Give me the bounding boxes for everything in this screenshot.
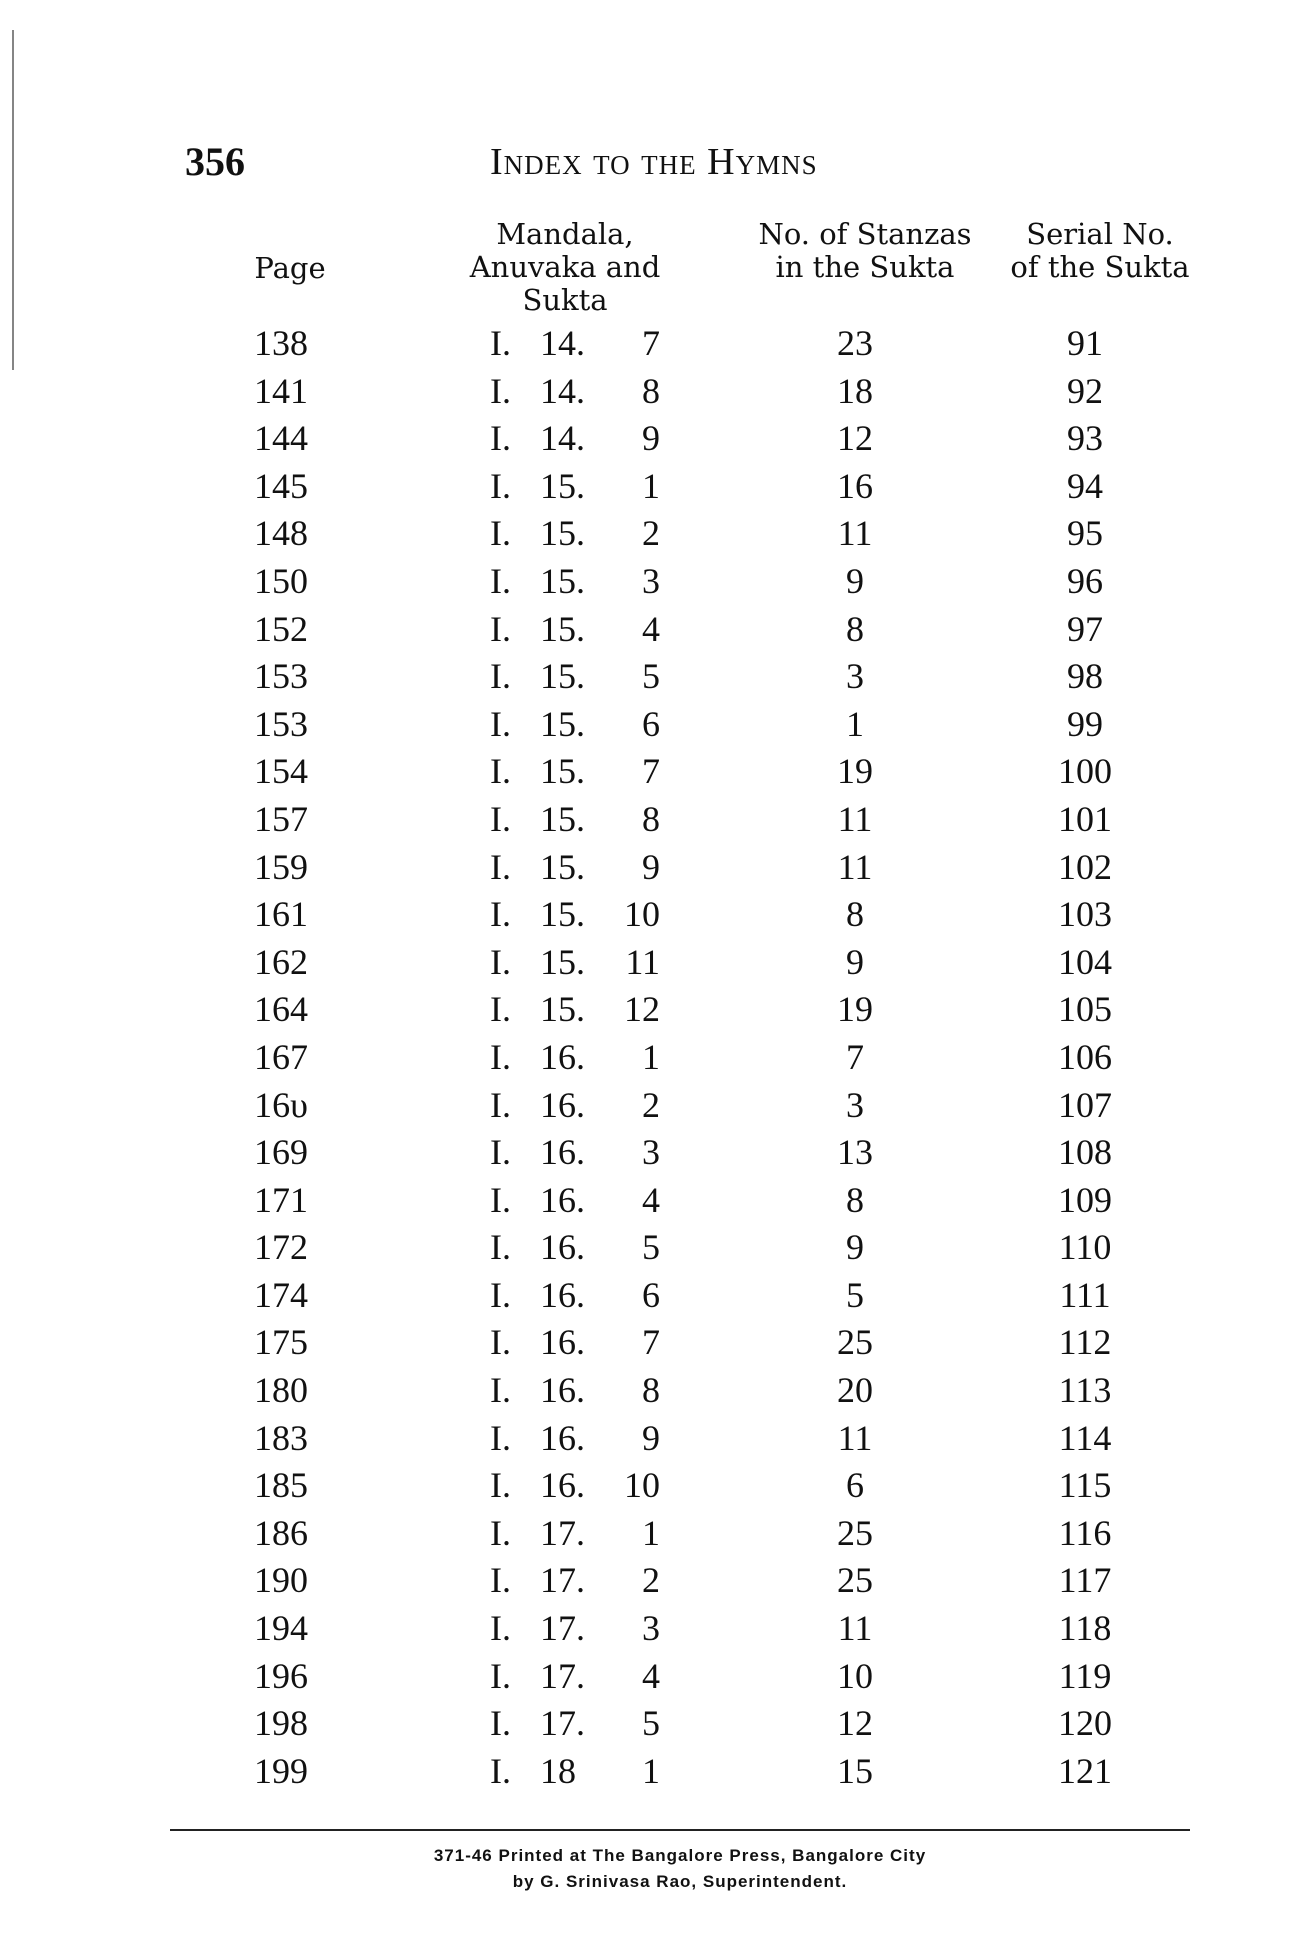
row-mandala: I. <box>490 1655 511 1696</box>
row-anuvaka: 14. <box>540 370 585 411</box>
row-serial: 95 <box>1067 513 1103 554</box>
row-serial: 103 <box>1058 894 1112 935</box>
row-mandala: I. <box>490 1465 511 1506</box>
row-serial: 91 <box>1067 323 1103 363</box>
table-row <box>0 1319 1298 1367</box>
row-page: 183 <box>254 1417 308 1458</box>
row-mandala: I. <box>490 608 511 649</box>
row-stanzas: 9 <box>846 941 864 982</box>
table-row <box>0 701 1298 749</box>
row-mandala: I. <box>490 798 511 839</box>
row-anuvaka: 17. <box>540 1560 585 1601</box>
row-stanzas: 19 <box>837 989 873 1030</box>
row-anuvaka: 16. <box>540 1370 585 1411</box>
row-serial: 108 <box>1058 1132 1112 1173</box>
row-serial: 114 <box>1058 1417 1112 1458</box>
row-page: 159 <box>254 846 308 887</box>
row-anuvaka: 15. <box>540 703 585 744</box>
row-mandala: I. <box>490 323 511 363</box>
table-row <box>0 1605 1298 1653</box>
column-header-mandala: Mandala, Anuvaka and Sukta <box>469 217 661 317</box>
row-serial: 93 <box>1067 418 1103 459</box>
table-row <box>0 1653 1298 1701</box>
row-serial: 109 <box>1058 1179 1112 1220</box>
row-anuvaka: 15. <box>540 513 585 554</box>
row-mandala: I. <box>490 1036 511 1077</box>
row-anuvaka: 17. <box>540 1512 585 1553</box>
table-row <box>0 1224 1298 1272</box>
row-sukta: 1 <box>642 465 660 506</box>
footer-rule <box>170 1829 1190 1831</box>
row-serial: 101 <box>1058 798 1112 839</box>
row-serial: 111 <box>1059 1274 1111 1315</box>
row-page: 199 <box>254 1750 308 1791</box>
row-serial: 100 <box>1058 751 1112 792</box>
row-stanzas: 7 <box>846 1036 864 1077</box>
row-stanzas: 11 <box>837 798 873 839</box>
table-row <box>0 1557 1298 1605</box>
row-mandala: I. <box>490 846 511 887</box>
row-stanzas: 3 <box>846 656 864 697</box>
row-stanzas: 3 <box>846 1084 864 1125</box>
row-stanzas: 18 <box>837 370 873 411</box>
row-stanzas: 6 <box>846 1465 864 1506</box>
row-sukta: 6 <box>642 1274 660 1315</box>
row-mandala: I. <box>490 560 511 601</box>
row-sukta: 11 <box>625 941 660 982</box>
row-page: 150 <box>254 560 308 601</box>
row-page: 169 <box>254 1132 308 1173</box>
row-page: 157 <box>254 798 308 839</box>
row-mandala: I. <box>490 1227 511 1268</box>
row-mandala: I. <box>490 1512 511 1553</box>
row-page: 171 <box>254 1179 308 1220</box>
table-row <box>0 1700 1298 1748</box>
row-anuvaka: 14. <box>540 418 585 459</box>
row-serial: 121 <box>1058 1750 1112 1791</box>
table-row <box>0 1082 1298 1130</box>
row-page: 16υ <box>254 1084 308 1125</box>
table-row <box>0 463 1298 511</box>
row-anuvaka: 15. <box>540 465 585 506</box>
row-page: 144 <box>254 418 308 459</box>
table-row <box>0 891 1298 939</box>
row-page: 148 <box>254 513 308 554</box>
row-page: 145 <box>254 465 308 506</box>
table-row <box>0 1034 1298 1082</box>
column-header-page: Page <box>254 251 326 285</box>
row-mandala: I. <box>490 1322 511 1363</box>
row-mandala: I. <box>490 941 511 982</box>
row-page: 175 <box>254 1322 308 1363</box>
row-serial: 99 <box>1067 703 1103 744</box>
row-sukta: 3 <box>642 560 660 601</box>
row-stanzas: 9 <box>846 1227 864 1268</box>
table-row <box>0 1129 1298 1177</box>
row-stanzas: 11 <box>837 1417 873 1458</box>
table-row <box>0 510 1298 558</box>
row-anuvaka: 16. <box>540 1132 585 1173</box>
row-sukta: 9 <box>642 846 660 887</box>
row-anuvaka: 16. <box>540 1322 585 1363</box>
row-anuvaka: 15. <box>540 751 585 792</box>
column-header-stanzas: No. of Stanzas in the Sukta <box>758 217 972 284</box>
row-sukta: 12 <box>624 989 660 1030</box>
table-row <box>0 653 1298 701</box>
row-anuvaka: 16. <box>540 1274 585 1315</box>
row-page: 186 <box>254 1512 308 1553</box>
row-serial: 115 <box>1058 1465 1112 1506</box>
table-row <box>0 606 1298 654</box>
row-page: 138 <box>254 323 308 363</box>
page-number: 356 <box>185 139 245 184</box>
row-page: 167 <box>254 1036 308 1077</box>
table-row <box>0 415 1298 463</box>
row-anuvaka: 16. <box>540 1084 585 1125</box>
hymn-index-table <box>0 320 1298 1795</box>
row-stanzas: 8 <box>846 894 864 935</box>
row-sukta: 4 <box>642 1179 660 1220</box>
row-sukta: 2 <box>642 1084 660 1125</box>
row-serial: 110 <box>1058 1227 1112 1268</box>
row-anuvaka: 16. <box>540 1036 585 1077</box>
row-sukta: 3 <box>642 1608 660 1649</box>
table-row <box>0 748 1298 796</box>
row-stanzas: 1 <box>846 703 864 744</box>
table-row <box>0 844 1298 892</box>
row-sukta: 10 <box>624 894 660 935</box>
row-stanzas: 5 <box>846 1274 864 1315</box>
row-mandala: I. <box>490 370 511 411</box>
row-sukta: 2 <box>642 1560 660 1601</box>
row-stanzas: 25 <box>837 1322 873 1363</box>
row-sukta: 9 <box>642 418 660 459</box>
row-anuvaka: 14. <box>540 323 585 363</box>
row-anuvaka: 15. <box>540 608 585 649</box>
scan-edge-line <box>12 30 14 370</box>
row-mandala: I. <box>490 1560 511 1601</box>
row-sukta: 8 <box>642 370 660 411</box>
row-sukta: 5 <box>642 656 660 697</box>
row-anuvaka: 15. <box>540 560 585 601</box>
row-serial: 104 <box>1058 941 1112 982</box>
table-row <box>0 986 1298 1034</box>
row-stanzas: 12 <box>837 1703 873 1744</box>
row-mandala: I. <box>490 1084 511 1125</box>
row-sukta: 5 <box>642 1227 660 1268</box>
row-anuvaka: 17. <box>540 1703 585 1744</box>
row-mandala: I. <box>490 1608 511 1649</box>
row-page: 161 <box>254 894 308 935</box>
row-sukta: 1 <box>642 1512 660 1553</box>
row-anuvaka: 16. <box>540 1227 585 1268</box>
table-row <box>0 939 1298 987</box>
row-sukta: 4 <box>642 1655 660 1696</box>
row-serial: 97 <box>1067 608 1103 649</box>
row-stanzas: 19 <box>837 751 873 792</box>
row-page: 152 <box>254 608 308 649</box>
row-stanzas: 9 <box>846 560 864 601</box>
table-row <box>0 1510 1298 1558</box>
table-row <box>0 1748 1298 1796</box>
table-row <box>0 1462 1298 1510</box>
row-serial: 120 <box>1058 1703 1112 1744</box>
row-page: 153 <box>254 703 308 744</box>
row-anuvaka: 18 <box>540 1750 576 1791</box>
row-anuvaka: 16. <box>540 1179 585 1220</box>
row-stanzas: 10 <box>837 1655 873 1696</box>
row-page: 154 <box>254 751 308 792</box>
table-row <box>0 1177 1298 1225</box>
row-sukta: 8 <box>642 798 660 839</box>
row-mandala: I. <box>490 1750 511 1791</box>
row-stanzas: 12 <box>837 418 873 459</box>
row-anuvaka: 16. <box>540 1417 585 1458</box>
row-mandala: I. <box>490 1179 511 1220</box>
row-stanzas: 11 <box>837 846 873 887</box>
table-row <box>0 1415 1298 1463</box>
row-serial: 94 <box>1067 465 1103 506</box>
row-stanzas: 11 <box>837 513 873 554</box>
row-stanzas: 25 <box>837 1560 873 1601</box>
row-mandala: I. <box>490 418 511 459</box>
row-anuvaka: 15. <box>540 656 585 697</box>
row-anuvaka: 15. <box>540 894 585 935</box>
row-stanzas: 11 <box>837 1608 873 1649</box>
row-stanzas: 15 <box>837 1750 873 1791</box>
row-mandala: I. <box>490 703 511 744</box>
row-sukta: 1 <box>642 1750 660 1791</box>
row-anuvaka: 15. <box>540 989 585 1030</box>
table-row <box>0 796 1298 844</box>
row-mandala: I. <box>490 1417 511 1458</box>
row-sukta: 1 <box>642 1036 660 1077</box>
row-sukta: 10 <box>624 1465 660 1506</box>
row-serial: 117 <box>1058 1560 1112 1601</box>
row-serial: 96 <box>1067 560 1103 601</box>
row-anuvaka: 15. <box>540 798 585 839</box>
row-serial: 106 <box>1058 1036 1112 1077</box>
row-serial: 92 <box>1067 370 1103 411</box>
row-stanzas: 25 <box>837 1512 873 1553</box>
row-anuvaka: 15. <box>540 846 585 887</box>
row-stanzas: 23 <box>837 323 873 363</box>
row-serial: 118 <box>1058 1608 1112 1649</box>
row-stanzas: 20 <box>837 1370 873 1411</box>
row-mandala: I. <box>490 989 511 1030</box>
row-sukta: 6 <box>642 703 660 744</box>
row-mandala: I. <box>490 1703 511 1744</box>
row-page: 194 <box>254 1608 308 1649</box>
row-stanzas: 16 <box>837 465 873 506</box>
row-mandala: I. <box>490 1132 511 1173</box>
row-sukta: 8 <box>642 1370 660 1411</box>
row-page: 185 <box>254 1465 308 1506</box>
row-anuvaka: 15. <box>540 941 585 982</box>
column-header-serial: Serial No. of the Sukta <box>1010 217 1190 284</box>
row-stanzas: 8 <box>846 1179 864 1220</box>
row-serial: 113 <box>1058 1370 1112 1411</box>
row-sukta: 4 <box>642 608 660 649</box>
printer-imprint-line-2: by G. Srinivasa Rao, Superintendent. <box>512 1872 848 1891</box>
row-sukta: 7 <box>642 1322 660 1363</box>
row-page: 164 <box>254 989 308 1030</box>
row-sukta: 3 <box>642 1132 660 1173</box>
row-page: 174 <box>254 1274 308 1315</box>
row-anuvaka: 16. <box>540 1465 585 1506</box>
table-row <box>0 1272 1298 1320</box>
row-mandala: I. <box>490 656 511 697</box>
row-page: 196 <box>254 1655 308 1696</box>
row-sukta: 7 <box>642 323 660 363</box>
row-mandala: I. <box>490 1370 511 1411</box>
row-mandala: I. <box>490 894 511 935</box>
row-serial: 107 <box>1058 1084 1112 1125</box>
row-anuvaka: 17. <box>540 1608 585 1649</box>
row-page: 172 <box>254 1227 308 1268</box>
row-stanzas: 13 <box>837 1132 873 1173</box>
printer-imprint-line-1: 371-46 Printed at The Bangalore Press, Bangalore City <box>433 1846 927 1865</box>
table-row <box>0 320 1298 368</box>
table-row <box>0 558 1298 606</box>
row-page: 141 <box>254 370 308 411</box>
row-anuvaka: 17. <box>540 1655 585 1696</box>
row-serial: 105 <box>1058 989 1112 1030</box>
row-sukta: 5 <box>642 1703 660 1744</box>
row-page: 190 <box>254 1560 308 1601</box>
row-serial: 112 <box>1058 1322 1112 1363</box>
row-stanzas: 8 <box>846 608 864 649</box>
row-mandala: I. <box>490 513 511 554</box>
row-serial: 116 <box>1058 1512 1112 1553</box>
table-row <box>0 368 1298 416</box>
row-mandala: I. <box>490 751 511 792</box>
row-mandala: I. <box>490 1274 511 1315</box>
row-page: 180 <box>254 1370 308 1411</box>
row-page: 162 <box>254 941 308 982</box>
row-page: 198 <box>254 1703 308 1744</box>
row-sukta: 9 <box>642 1417 660 1458</box>
row-mandala: I. <box>490 465 511 506</box>
row-sukta: 2 <box>642 513 660 554</box>
page-title: Index to the Hymns <box>490 141 818 183</box>
row-serial: 102 <box>1058 846 1112 887</box>
row-serial: 119 <box>1058 1655 1112 1696</box>
row-sukta: 7 <box>642 751 660 792</box>
row-page: 153 <box>254 656 308 697</box>
table-row <box>0 1367 1298 1415</box>
row-serial: 98 <box>1067 656 1103 697</box>
